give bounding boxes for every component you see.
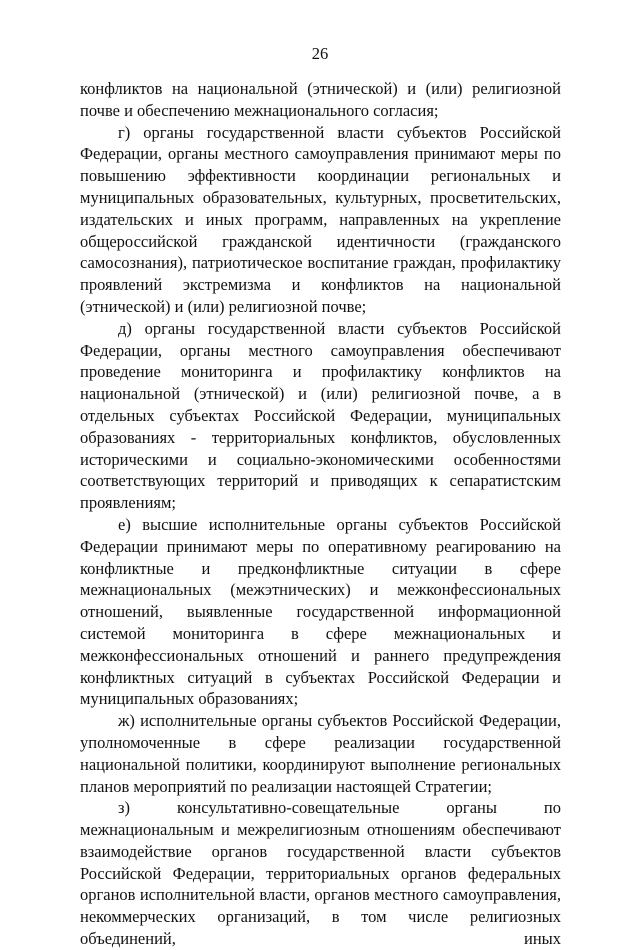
page-number: 26 — [311, 44, 329, 63]
paragraph-item-d: д) органы государственной власти субъектов Российской Федерации, органы местного самоуправления обеспечивают проведение мониторинга и профилактику конфликтов на национальной (этнической) и (или) религиозной почве, а в отдельных субъектах Российской Федерации, муниципальных образованиях - территориальных конфликтов, обусловленных историческими и социально-экономическими особенностями соответствующих территорий и приводящих к сепаратистским проявлениям; — [80, 318, 561, 513]
paragraph-item-zh: ж) исполнительные органы субъектов Российской Федерации, уполномоченные в сфере реализации государственной национальной политики, координируют выполнение региональных планов мероприятий по реализации настоящей Стратегии; — [80, 711, 561, 796]
paragraph-item-e: е) высшие исполнительные органы субъектов Российской Федерации принимают меры по оперативному реагированию на конфликтные и предконфликтные ситуации в сфере межнациональных (межэтнических) и межконфессиональных отношений, выявленные государственной информационной системой мониторинга в сфере межнациональных и межконфессиональных отношений и раннего предупреждения конфликтных ситуаций в субъектах Российской Федерации и муниципальных образованиях; — [80, 514, 561, 709]
paragraph-item-g: г) органы государственной власти субъектов Российской Федерации, органы местного самоуправления принимают меры по повышению эффективности координации региональных и муниципальных образовательных, культурных, просветительских, издательских и иных программ, направленных на укрепление общероссийской гражданской идентичности (гражданского самосознания), патриотическое воспитание граждан, профилактику проявлений экстремизма и конфликтов на национальной (этнической) и (или) религиозной почве; — [80, 122, 561, 316]
document-body — [80, 78, 561, 950]
paragraph-item-z: з) консультативно-совещательные органы по межнациональным и межрелигиозным отношениям обеспечивают взаимодействие органов государственной власти субъектов Российской Федерации, территориальных органов федеральных органов исполнительной власти, органов местного самоуправления, некоммерческих организаций, в том числе религиозных объединений, иных — [80, 798, 561, 949]
paragraph-continuation: конфликтов на национальной (этнической) и (или) религиозной почве и обеспечению межнационального согласия; — [80, 79, 561, 120]
